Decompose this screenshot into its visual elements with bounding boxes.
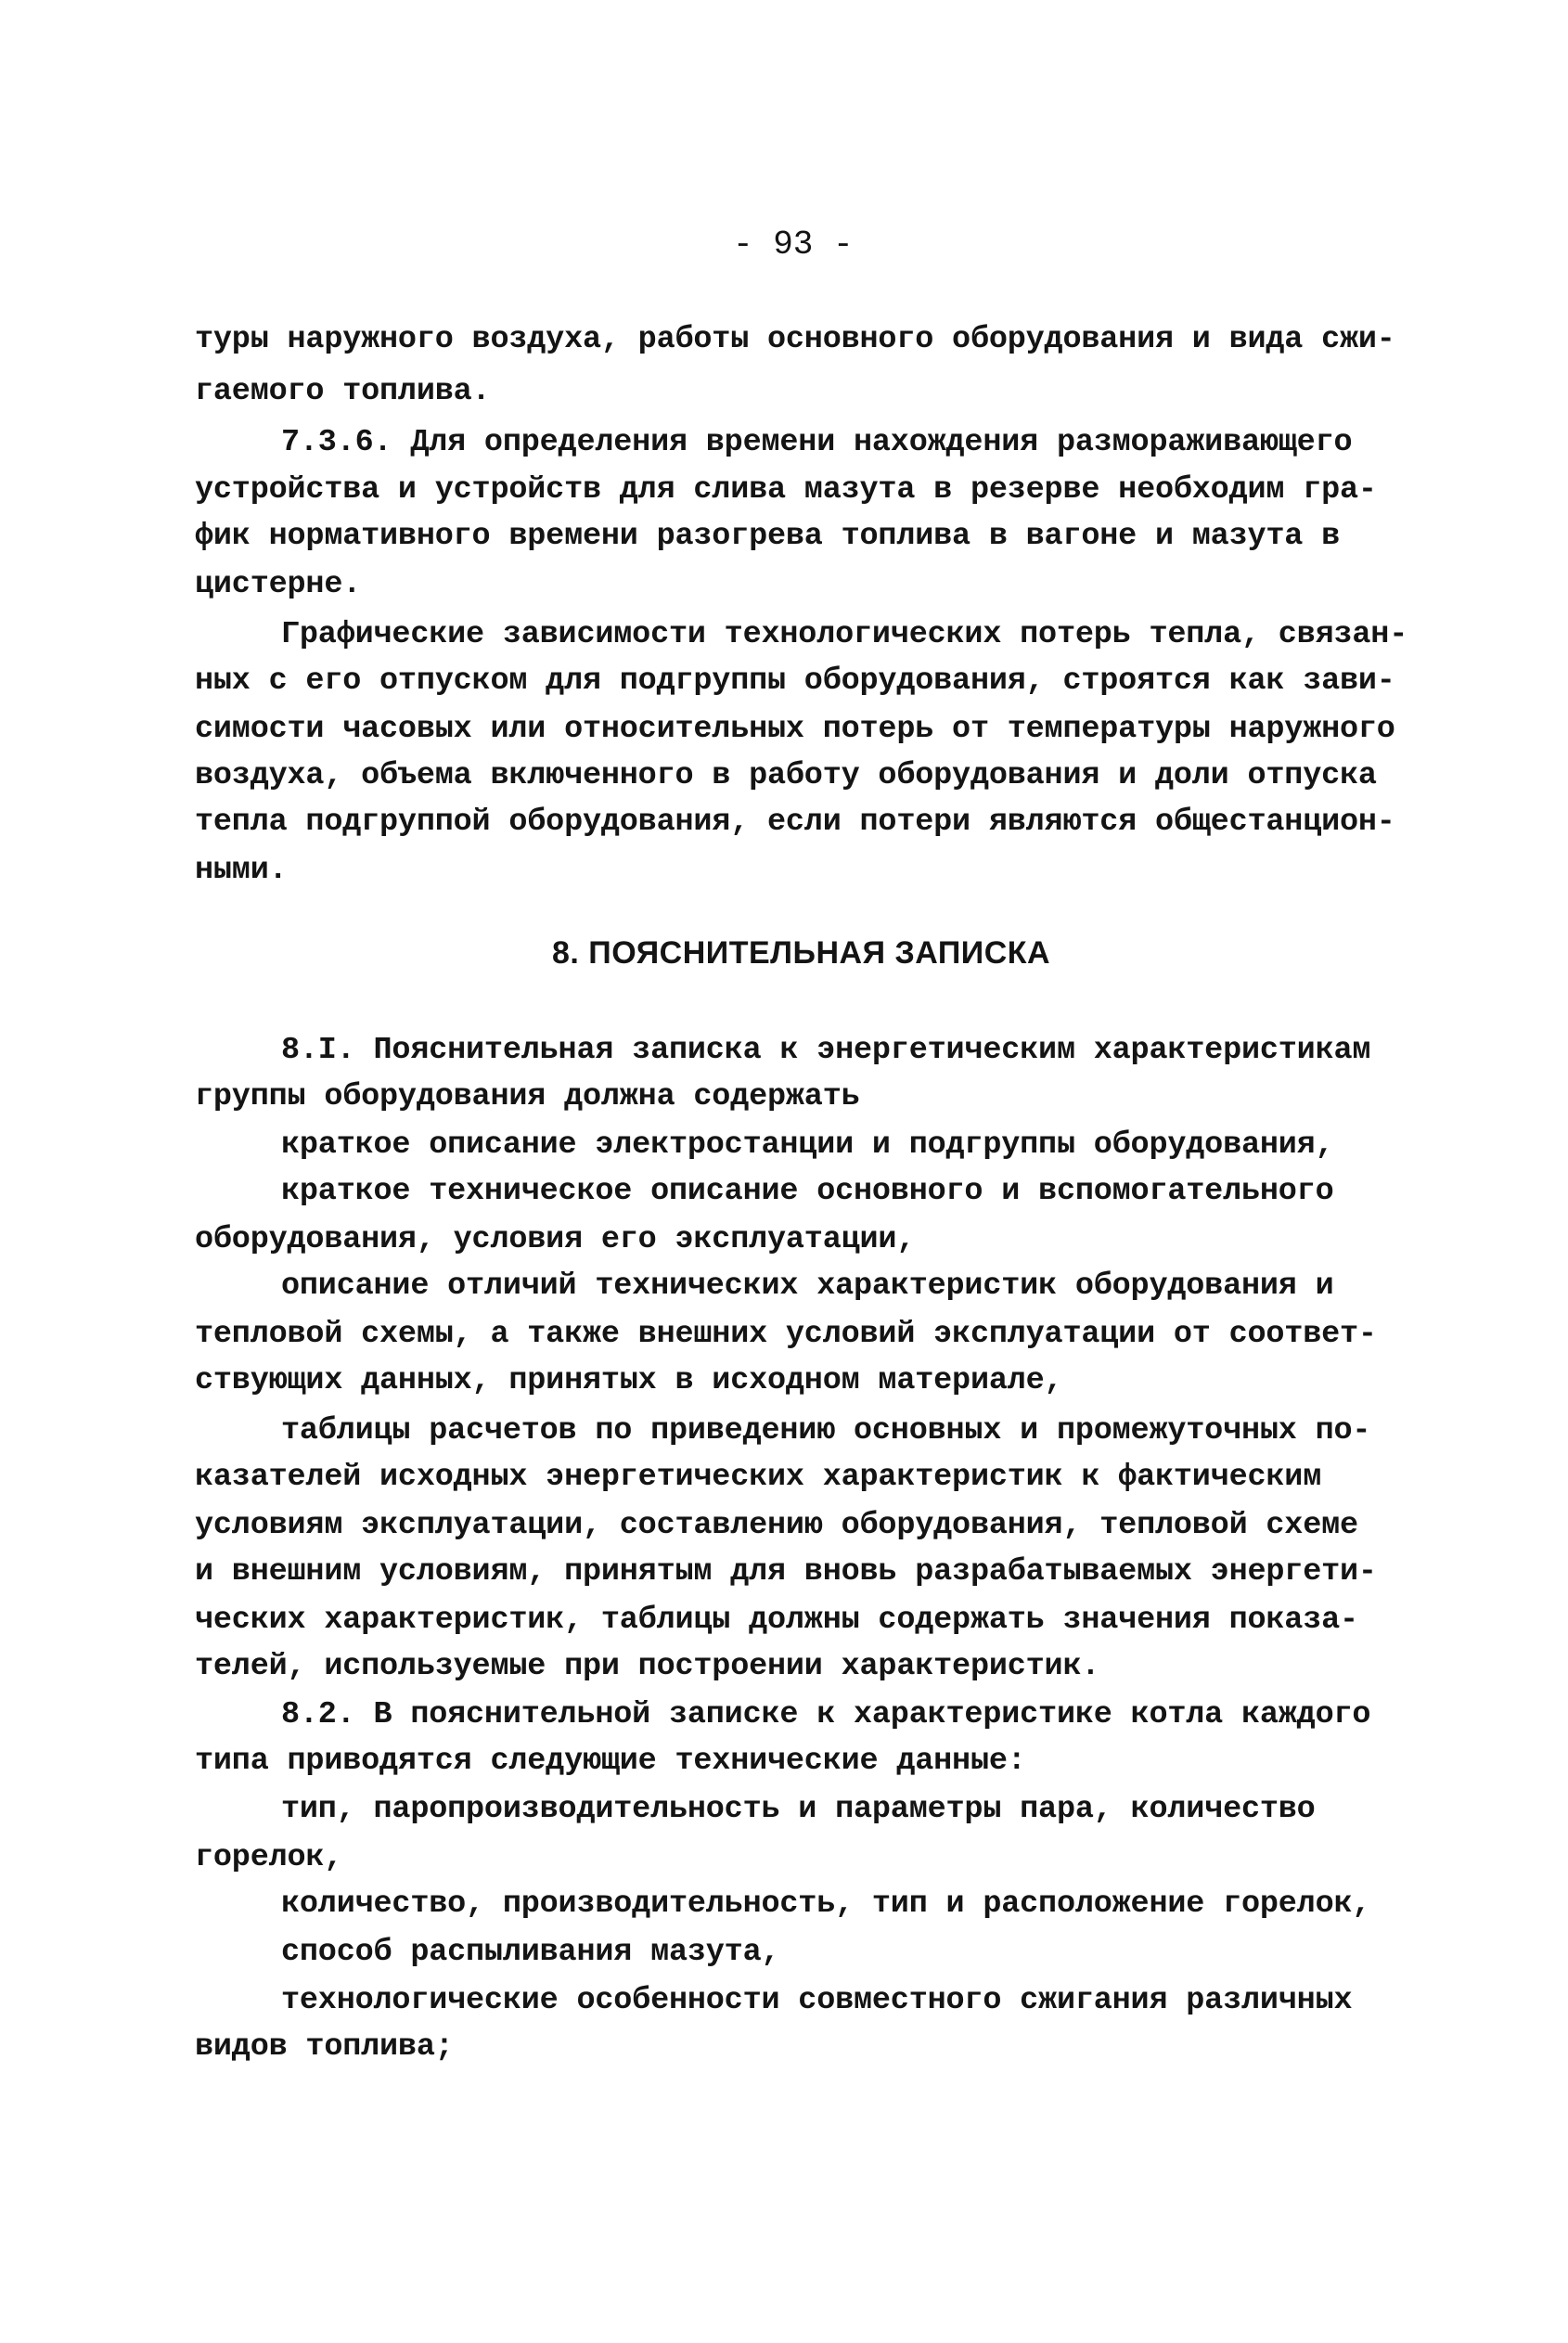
text-line: краткое техническое описание основного и вспомогательного <box>281 1174 1334 1209</box>
text-line: краткое описание электростанции и подгруппы оборудования, <box>281 1127 1334 1163</box>
text-line: количество, производительность, тип и расположение горелок, <box>281 1886 1371 1922</box>
text-line: телей, используемые при построении характеристик. <box>195 1649 1100 1684</box>
text-line: цистерне. <box>195 567 362 602</box>
text-line: фик нормативного времени разогрева топлива в вагоне и мазута в <box>195 519 1341 554</box>
text-line: горелок, <box>195 1840 343 1875</box>
text-line: способ распыливания мазута, <box>281 1935 780 1970</box>
text-line: условиям эксплуатации, составлению оборудования, тепловой схеме <box>195 1508 1358 1543</box>
text-line: типа приводятся следующие технические данные: <box>195 1744 1026 1779</box>
text-line: 8.2. В пояснительной записке к характеристике котла каждого <box>281 1697 1371 1732</box>
text-line: тип, паропроизводительность и параметры пара, количество <box>281 1792 1316 1827</box>
section-heading: 8. ПОЯСНИТЕЛЬНАЯ ЗАПИСКА <box>552 935 1051 971</box>
text-line: видов топлива; <box>195 2029 454 2065</box>
text-line: тепловой схемы, а также внешних условий эксплуатации от соответ- <box>195 1317 1377 1352</box>
text-line: казателей исходных энергетических характеристик к фактическим <box>195 1460 1322 1495</box>
text-line: Графические зависимости технологических потерь тепла, связан- <box>281 617 1408 652</box>
text-line: гаемого топлива. <box>195 374 491 409</box>
text-line: симости часовых или относительных потерь от температуры наружного <box>195 712 1395 747</box>
text-line: ных с его отпуском для подгруппы оборудования, строятся как зави- <box>195 663 1395 699</box>
text-line: технологические особенности совместного сжигания различных <box>281 1983 1353 2018</box>
text-line: 7.3.6. Для определения времени нахождения размораживающего <box>281 425 1353 460</box>
text-line: устройства и устройств для слива мазута в резерве необходим гра- <box>195 472 1377 508</box>
text-line: воздуха, объема включенного в работу оборудования и доли отпуска <box>195 758 1377 793</box>
text-line: ческих характеристик, таблицы должны содержать значения показа- <box>195 1603 1358 1638</box>
text-line: группы оборудования должна содержать <box>195 1079 860 1114</box>
text-line: тепла подгруппой оборудования, если потери являются общестанцион- <box>195 805 1395 840</box>
text-line: оборудования, условия его эксплуатации, <box>195 1222 916 1257</box>
text-line: ствующих данных, принятых в исходном материале, <box>195 1363 1063 1398</box>
text-line: ными. <box>195 853 288 888</box>
text-line: описание отличий технических характеристик оборудования и <box>281 1268 1334 1304</box>
text-line: туры наружного воздуха, работы основного оборудования и вида сжи- <box>195 322 1395 357</box>
text-line: и внешним условиям, принятым для вновь разрабатываемых энергети- <box>195 1554 1377 1590</box>
text-line: таблицы расчетов по приведению основных и промежуточных по- <box>281 1413 1371 1448</box>
text-line: 8.I. Пояснительная записка к энергетическим характеристикам <box>281 1033 1371 1068</box>
page-number: - 93 - <box>733 225 854 264</box>
